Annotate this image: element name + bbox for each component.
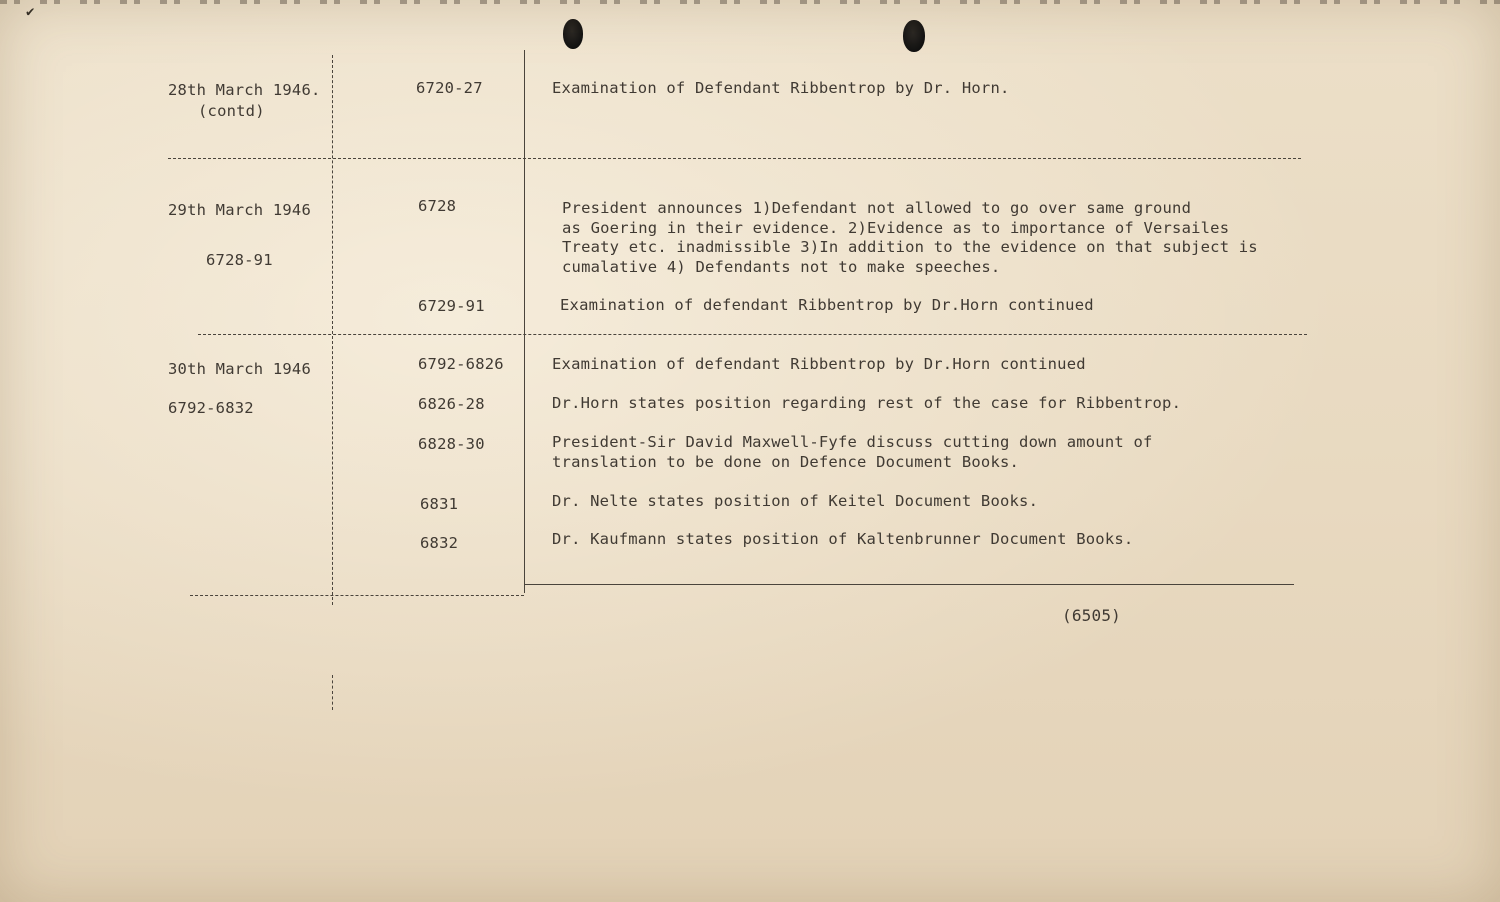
entry-description: Examination of Defendant Ribbentrop by Dr. Horn. (552, 79, 1010, 97)
description-line: as Goering in their evidence. 2)Evidence as to importance of Versailes (562, 218, 1230, 237)
punch-hole-left (563, 19, 583, 49)
entry-date: 28th March 1946. (168, 81, 321, 99)
entry-date: 29th March 1946 (168, 201, 311, 219)
document-reference-number: (6505) (1062, 606, 1121, 625)
torn-top-edge (0, 0, 1500, 4)
item-description: Examination of defendant Ribbentrop by Dr.Horn continued (552, 355, 1086, 373)
entry-page-range: 6728-91 (206, 251, 273, 269)
row-separator-3-left (190, 595, 524, 596)
column-rule-date-tail (332, 675, 333, 710)
entry-pages: 6720-27 (416, 79, 483, 97)
column-rule-pages (524, 50, 525, 593)
item-pages: 6832 (420, 534, 459, 552)
item-description: Examination of defendant Ribbentrop by Dr.Horn continued (560, 296, 1094, 314)
description-line: President announces 1)Defendant not allowed to go over same ground (562, 199, 1192, 217)
description-line: cumalative 4) Defendants not to make speeches. (562, 257, 1001, 276)
entry-page-range: 6792-6832 (168, 399, 254, 417)
row-separator-2 (198, 334, 1307, 335)
description-line: Treaty etc. inadmissible 3)In addition to the evidence on that subject is (562, 238, 1258, 256)
item-description (562, 199, 1258, 277)
item-description: Dr. Nelte states position of Keitel Document Books. (552, 492, 1039, 510)
description-line: President-Sir David Maxwell-Fyfe discuss cutting down amount of (552, 433, 1153, 451)
item-description: Dr. Kaufmann states position of Kaltenbrunner Document Books. (552, 530, 1134, 548)
row-separator-1 (168, 158, 1301, 159)
item-description: Dr.Horn states position regarding rest of the case for Ribbentrop. (552, 394, 1182, 412)
item-description (552, 433, 1153, 472)
pencil-tick-mark: ✔ (26, 4, 35, 20)
item-pages: 6831 (420, 495, 459, 513)
description-line: translation to be done on Defence Document Books. (552, 452, 1020, 471)
entry-date: 30th March 1946 (168, 360, 311, 378)
item-pages: 6828-30 (418, 435, 485, 453)
item-pages: 6792-6826 (418, 355, 504, 373)
item-pages: 6728 (418, 197, 457, 215)
punch-hole-right (903, 20, 925, 52)
item-pages: 6729-91 (418, 297, 485, 315)
row-separator-3-right (524, 584, 1294, 585)
item-pages: 6826-28 (418, 395, 485, 413)
entry-date-note: (contd) (198, 102, 265, 120)
column-rule-date (332, 55, 333, 605)
